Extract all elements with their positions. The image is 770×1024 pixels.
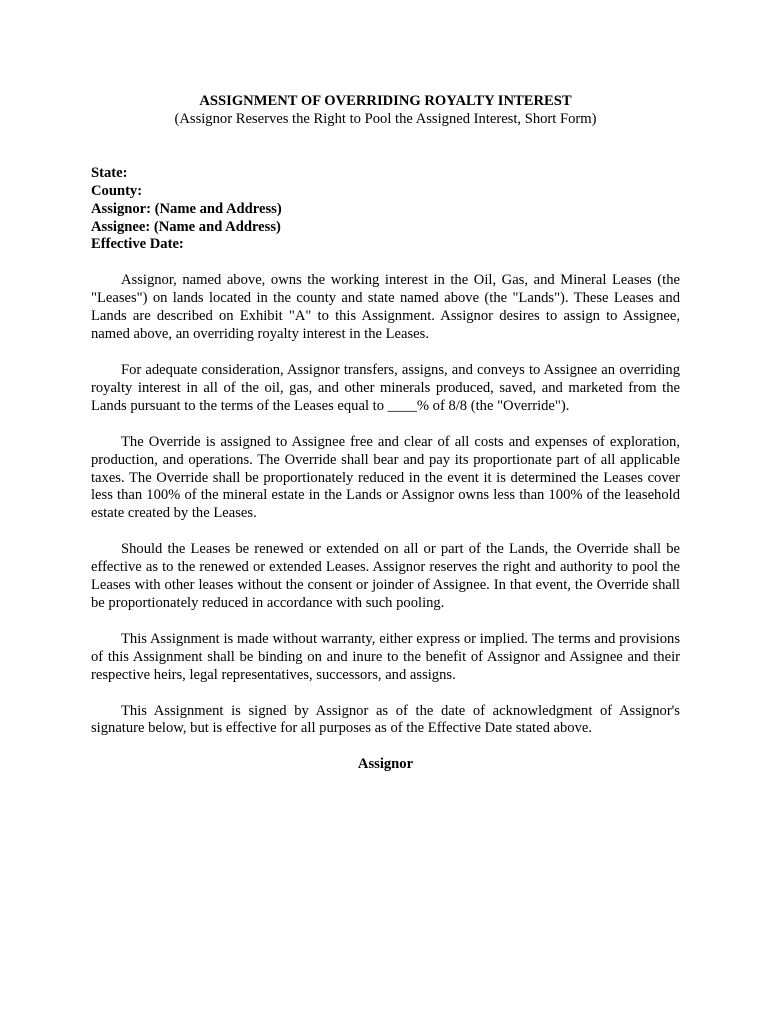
paragraph-costs: The Override is assigned to Assignee free and clear of all costs and expenses of exploration, production, and operations. The Override shall bear and pay its proportionate part of all applicable taxes. The Override shall be proportionately reduced in the event it is determined the Leases cover less than 100% of the mineral estate in the Lands or Assignor owns less than 100% of the leasehold estate created by the Leases. (91, 433, 680, 522)
paragraph-conveyance: For adequate consideration, Assignor transfers, assigns, and conveys to Assignee an overriding royalty interest in all of the oil, gas, and other minerals produced, saved, and marketed from the Lands pursuant to the terms of the Leases equal to ____% of 8/8 (the "Override"). (91, 361, 680, 414)
field-assignee: Assignee: (Name and Address) (91, 218, 281, 235)
paragraph-ownership: Assignor, named above, owns the working interest in the Oil, Gas, and Mineral Leases (the "Leases") on lands located in the county and state named above (the "Lands"). These Leases and Lands are described on Exhibit "A" to this Assignment. Assignor desires to assign to Assignee, named above, an overriding royalty interest in the Leases. (91, 272, 680, 343)
document-title: ASSIGNMENT OF OVERRIDING ROYALTY INTEREST (199, 93, 572, 109)
signature-label: Assignor (357, 756, 414, 773)
header-fields (91, 165, 680, 255)
document-page (91, 93, 680, 789)
field-state: State: (91, 164, 128, 181)
paragraph-effective: This Assignment is signed by Assignor as of the date of acknowledgment of Assignor's signature below, but is effective for all purposes as of the Effective Date stated above. (91, 702, 680, 737)
field-county: County: (91, 182, 143, 199)
paragraph-warranty: This Assignment is made without warranty, either express or implied. The terms and provisions of this Assignment shall be binding on and inure to the benefit of Assignor and Assignee and their respective heirs, legal representatives, successors, and assigns. (91, 630, 680, 683)
field-assignor: Assignor: (Name and Address) (91, 200, 282, 217)
paragraph-pooling: Should the Leases be renewed or extended on all or part of the Lands, the Override shall be effective as to the renewed or extended Leases. Assignor reserves the right and authority to pool the Leases with other leases without the consent or joinder of Assignee. In that event, the Override shall be proportionately reduced in accordance with such pooling. (91, 541, 680, 611)
document-subtitle: (Assignor Reserves the Right to Pool the Assigned Interest, Short Form) (174, 110, 597, 127)
field-effective-date: Effective Date: (91, 236, 184, 253)
